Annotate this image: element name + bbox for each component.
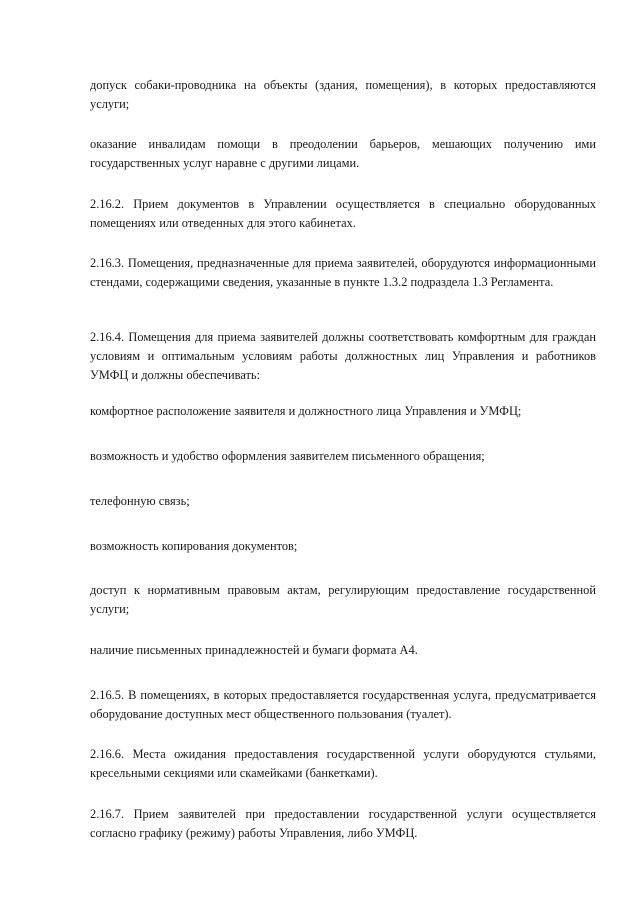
paragraph-copying: возможность копирования документов; <box>90 539 298 553</box>
paragraph-guide-dog-access: допуск собаки-проводника на объекты (здания, помещения), в которых предоставляются услуги; <box>90 78 596 111</box>
paragraph-legal-acts-access: доступ к нормативным правовым актам, регулирующим предоставление государственной услуги; <box>90 583 596 616</box>
paragraph-2-16-2: 2.16.2. Прием документов в Управлении осуществляется в специально оборудованных помещениях или отведенных для этого кабинетах. <box>90 197 596 230</box>
paragraph-barrier-assistance: оказание инвалидам помощи в преодолении барьеров, мешающих получению ими государственных услуг наравне с другими лицами. <box>90 137 596 170</box>
paragraph-2-16-4: 2.16.4. Помещения для приема заявителей должны соответствовать комфортным для граждан условиям и оптимальным условиям работы должностных лиц Управления и работников УМФЦ и должны обеспечивать: <box>90 330 596 382</box>
paragraph-comfortable-placement: комфортное расположение заявителя и должностного лица Управления и УМФЦ; <box>90 404 522 418</box>
paragraph-telephone: телефонную связь; <box>90 494 190 508</box>
paragraph-written-appeal: возможность и удобство оформления заявителем письменного обращения; <box>90 449 485 463</box>
paragraph-2-16-6: 2.16.6. Места ожидания предоставления государственной услуги оборудуются стульями, кресельными секциями или скамейками (банкетками). <box>90 747 596 780</box>
paragraph-2-16-3: 2.16.3. Помещения, предназначенные для приема заявителей, оборудуются информационными стендами, содержащими сведения, указанные в пункте 1.3.2 подраздела 1.3 Регламента. <box>90 256 596 289</box>
paragraph-2-16-7: 2.16.7. Прием заявителей при предоставлении государственной услуги осуществляется согласно графику (режиму) работы Управления, либо УМФЦ. <box>90 807 596 840</box>
paragraph-2-16-5: 2.16.5. В помещениях, в которых предоставляется государственная услуга, предусматривается оборудование доступных мест общественного пользования (туалет). <box>90 688 596 721</box>
paragraph-stationery: наличие письменных принадлежностей и бумаги формата А4. <box>90 643 418 657</box>
